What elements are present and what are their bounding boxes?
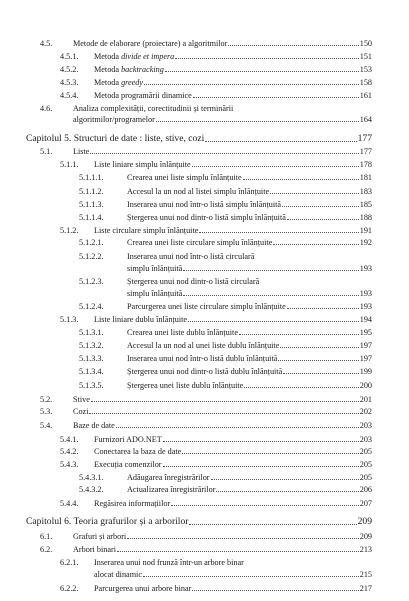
toc-number: 5.1.	[40, 147, 53, 156]
toc-number: 4.5.	[40, 39, 53, 48]
toc-dot-leader	[182, 453, 358, 454]
toc-dot-leader	[287, 308, 359, 309]
toc-title: Arbori binari	[73, 545, 116, 554]
toc-number: 5.1.2.2.	[79, 252, 104, 261]
toc-entry	[0, 75, 409, 87]
toc-number: 5.4.1.	[60, 435, 79, 444]
toc-title: Liste circulare simplu înlănțuite	[94, 226, 199, 235]
toc-entry	[0, 274, 409, 286]
toc-title: Execuția comenzilor	[94, 460, 162, 469]
toc-page-number: 188	[359, 213, 372, 222]
toc-number: 5.1.3.4.	[79, 367, 104, 376]
toc-entry	[0, 88, 409, 100]
toc-entry	[0, 286, 409, 298]
toc-title: Cozi	[73, 407, 89, 416]
toc-dot-leader	[270, 193, 359, 194]
toc-title: Actualizarea înregistrărilor	[127, 485, 216, 494]
toc-dot-leader	[205, 141, 356, 142]
toc-title: Ștergerea unui nod dintr-o listă circulară	[127, 277, 260, 286]
toc-page-number: 197	[359, 354, 372, 363]
toc-title: Capitolul 5. Structuri de date : liste, stive, cozi	[26, 133, 205, 144]
toc-dot-leader	[287, 219, 359, 220]
toc-page-number: 150	[359, 39, 372, 48]
toc-number: 5.1.2.4.	[79, 302, 104, 311]
toc-dot-leader	[228, 45, 358, 46]
toc-dot-leader	[183, 295, 358, 296]
toc-entry	[0, 249, 409, 261]
toc-number: 4.5.4.	[60, 91, 79, 100]
toc-number: 5.1.1.3.	[79, 200, 104, 209]
toc-title: algoritmilor/programelor	[73, 115, 155, 124]
toc-number: 5.1.1.2.	[79, 187, 104, 196]
toc-page-number: 203	[359, 421, 372, 430]
toc-entry	[0, 418, 409, 430]
toc-entry	[0, 112, 409, 124]
toc-title: Liste	[73, 147, 90, 156]
toc-entry	[0, 312, 409, 324]
toc-title: Grafuri și arbori	[73, 532, 127, 541]
toc-number: 5.4.	[40, 421, 53, 430]
toc-title: Inserarea unui nod într-o listă dublu înlănțuită	[127, 354, 278, 363]
toc-entry	[0, 235, 409, 247]
toc-title: Metoda greedy	[94, 78, 144, 87]
toc-page-number: 161	[359, 91, 372, 100]
toc-page-number: 151	[359, 52, 372, 61]
toc-entry	[0, 299, 409, 311]
toc-entry	[0, 144, 409, 156]
toc-entry	[0, 62, 409, 74]
toc-dot-leader	[192, 166, 359, 167]
toc-number: 5.4.2.	[60, 447, 79, 456]
toc-chapter	[0, 513, 409, 527]
toc-number: 5.3.	[40, 407, 53, 416]
toc-dot-leader	[282, 206, 359, 207]
toc-dot-leader	[144, 84, 359, 85]
toc-page-number: 203	[359, 435, 372, 444]
toc-page-number: 209	[357, 516, 372, 527]
toc-title: alocat dinamic	[94, 570, 142, 579]
toc-number: 5.1.1.1.	[79, 173, 104, 182]
toc-page-number: 158	[359, 78, 372, 87]
toc-page-number: 197	[359, 341, 372, 350]
toc-entry	[0, 444, 409, 456]
toc-entry	[0, 184, 409, 196]
toc-entry	[0, 378, 409, 390]
toc-entry	[0, 496, 409, 508]
toc-page-number: 202	[359, 407, 372, 416]
toc-title-emphasis: greedy	[121, 78, 144, 87]
toc-title: Ștergerea unei liste dublu înlănțuite	[127, 381, 244, 390]
toc-page-number: 153	[359, 65, 372, 74]
toc-entry	[0, 364, 409, 376]
toc-dot-leader	[116, 427, 359, 428]
toc-entry	[0, 351, 409, 363]
toc-page-number: 217	[359, 584, 372, 593]
toc-page-number: 205	[359, 447, 372, 456]
toc-dot-leader	[90, 153, 358, 154]
toc-page-number: 177	[357, 133, 372, 144]
toc-entry	[0, 197, 409, 209]
toc-number: 5.4.3.2.	[79, 485, 104, 494]
toc-dot-leader	[211, 479, 359, 480]
toc-number: 5.1.3.2.	[79, 341, 104, 350]
toc-dot-leader	[91, 401, 359, 402]
toc-chapter	[0, 130, 409, 144]
toc-dot-leader	[193, 97, 359, 98]
toc-number: 5.2.	[40, 395, 53, 404]
toc-page-number: 209	[359, 532, 372, 541]
toc-number: 6.1.	[40, 532, 53, 541]
toc-page-number: 213	[359, 545, 372, 554]
toc-entry	[0, 325, 409, 337]
toc-title: Inserarea unui nod într-o listă simplu înlănțuită	[127, 200, 281, 209]
toc-title: Liste liniare simplu înlănțuite	[94, 160, 191, 169]
toc-page-number: 195	[359, 328, 372, 337]
toc-dot-leader	[278, 360, 358, 361]
toc-number: 4.5.3.	[60, 78, 79, 87]
toc-title: Parcurgerea unei liste circulare simplu înlănțuite	[127, 302, 286, 311]
toc-page-number: 177	[359, 147, 372, 156]
toc-title: Capitolul 6. Teoria grafurilor și a arborilor	[26, 516, 189, 527]
toc-entry	[0, 542, 409, 554]
toc-dot-leader	[163, 441, 359, 442]
toc-dot-leader	[280, 347, 358, 348]
toc-page-number: 178	[359, 160, 372, 169]
toc-number: 5.1.3.5.	[79, 381, 104, 390]
toc-number: 5.4.4.	[60, 499, 79, 508]
toc-entry	[0, 170, 409, 182]
toc-page-number: 206	[359, 485, 372, 494]
toc-dot-leader	[165, 71, 359, 72]
toc-entry	[0, 49, 409, 61]
toc-dot-leader	[283, 373, 359, 374]
toc-number: 6.2.2.	[60, 584, 79, 593]
toc-dot-leader	[183, 270, 358, 271]
toc-number: 5.1.2.	[60, 226, 79, 235]
toc-dot-leader	[192, 590, 358, 591]
toc-number: 6.2.1.	[60, 558, 79, 567]
toc-title: Ștergerea unui nod dintr-o listă simplu înlănțuită	[127, 213, 286, 222]
toc-entry	[0, 529, 409, 541]
toc-dot-leader	[244, 387, 358, 388]
toc-title: Metoda programării dinamice	[94, 91, 192, 100]
toc-entry	[0, 470, 409, 482]
toc-number: 5.1.2.1.	[79, 238, 104, 247]
toc-page-number: 205	[359, 460, 372, 469]
toc-number: 4.5.2.	[60, 65, 79, 74]
toc-title: Crearea unei liste dublu înlănțuite	[127, 328, 238, 337]
toc-entry	[0, 581, 409, 593]
toc-dot-leader	[163, 466, 359, 467]
toc-page-number: 181	[359, 173, 372, 182]
toc-number: 5.1.2.3.	[79, 277, 104, 286]
toc-dot-leader	[199, 232, 358, 233]
toc-entry	[0, 404, 409, 416]
toc-dot-leader	[243, 179, 359, 180]
toc-title: Furnizori ADO.NET	[94, 435, 162, 444]
toc-title: Crearea unei liste simplu înlănțuite	[127, 173, 242, 182]
toc-dot-leader	[143, 576, 359, 577]
toc-number: 5.1.3.3.	[79, 354, 104, 363]
toc-dot-leader	[171, 505, 359, 506]
toc-dot-leader	[117, 551, 359, 552]
toc-title: Metode de elaborare (proiectare) a algoritmilor	[73, 39, 228, 48]
toc-title: Ștergerea unui nod dintr-o listă dublu înlănțuită	[127, 367, 283, 376]
toc-dot-leader	[156, 121, 359, 122]
toc-title: Analiza complexității, corectitudinii și terminării	[73, 104, 234, 113]
toc-page-number: 192	[359, 238, 372, 247]
toc-title: Liste liniare dublu înlănțuite	[94, 315, 187, 324]
toc-entry	[0, 223, 409, 235]
toc-entry	[0, 432, 409, 444]
toc-number: 5.4.3.1.	[79, 473, 104, 482]
toc-title: Metoda divide et impera	[94, 52, 175, 61]
toc-number: 5.1.1.4.	[79, 213, 104, 222]
toc-entry	[0, 36, 409, 48]
toc-dot-leader	[89, 413, 358, 414]
toc-number: 5.4.3.	[60, 460, 79, 469]
toc-entry	[0, 555, 409, 567]
toc-number: 5.1.3.1.	[79, 328, 104, 337]
toc-entry	[0, 482, 409, 494]
toc-page-number: 215	[359, 570, 372, 579]
toc-title: Stive	[73, 395, 90, 404]
toc-title: Baze de date	[73, 421, 115, 430]
toc-title: Regăsirea informațiilor	[94, 499, 171, 508]
toc-page-number: 193	[359, 289, 372, 298]
toc-page-number: 207	[359, 499, 372, 508]
toc-title: Inserarea unui nod frunză într-un arbore binar	[94, 558, 244, 567]
toc-number: 4.5.1.	[60, 52, 79, 61]
toc-dot-leader	[175, 58, 358, 59]
toc-entry	[0, 261, 409, 273]
toc-page-number: 194	[359, 315, 372, 324]
toc-title: Conectarea la baza de date	[94, 447, 182, 456]
toc-dot-leader	[188, 321, 359, 322]
toc-title: simplu înlănțuită	[127, 264, 183, 273]
toc-page-number: 205	[359, 473, 372, 482]
toc-number: 5.1.3.	[60, 315, 79, 324]
toc-number: 6.2.	[40, 545, 53, 554]
toc-page-number: 191	[359, 226, 372, 235]
toc-page-number: 199	[359, 367, 372, 376]
toc-title: simplu înlănțuită	[127, 289, 183, 298]
toc-entry	[0, 210, 409, 222]
toc-dot-leader	[239, 334, 359, 335]
toc-page-number: 193	[359, 264, 372, 273]
toc-dot-leader	[127, 538, 359, 539]
toc-page-number: 193	[359, 302, 372, 311]
toc-title: Accesul la un nod al listei simplu înlănțuite	[127, 187, 270, 196]
toc-title: Crearea unei liste circulare simplu înlănțuite	[127, 238, 273, 247]
toc-page-number: 185	[359, 200, 372, 209]
toc-title-emphasis: divide et impera	[121, 52, 175, 61]
toc-page-number: 164	[359, 115, 372, 124]
toc-dot-leader	[189, 524, 356, 525]
toc-number: 4.6.	[40, 104, 53, 113]
toc-title-emphasis: backtracking	[121, 65, 164, 74]
toc-entry	[0, 157, 409, 169]
toc-dot-leader	[216, 491, 358, 492]
toc-title: Inserarea unui nod într-o listă circulară	[127, 252, 255, 261]
toc-entry	[0, 338, 409, 350]
toc-page-number: 201	[359, 395, 372, 404]
toc-dot-leader	[273, 244, 358, 245]
toc-page-number: 183	[359, 187, 372, 196]
toc-entry	[0, 457, 409, 469]
toc-title: Metoda backtracking	[94, 65, 164, 74]
toc-title: Accesul la un nod al unei liste dublu înlănțuite	[127, 341, 280, 350]
toc-entry	[0, 567, 409, 579]
toc-title: Parcurgerea unui arbore binar	[94, 584, 192, 593]
toc-number: 5.1.1.	[60, 160, 79, 169]
toc-entry	[0, 392, 409, 404]
toc-page-number: 200	[359, 381, 372, 390]
toc-title: Adăugarea înregistrărilor	[127, 473, 210, 482]
